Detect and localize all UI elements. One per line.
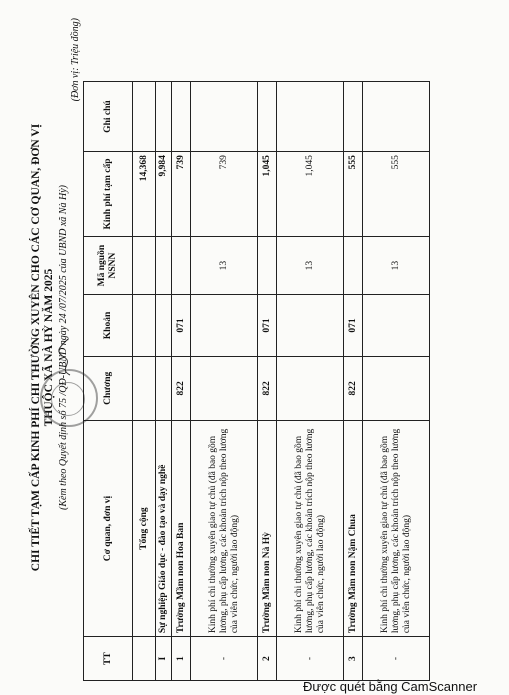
budget-table xyxy=(83,81,430,681)
table-row: - Kinh phí chi thường xuyên giao tự chủ (đã bao gồm lương, phụ cấp lương, các khoản trích nộp theo lương của viên chức, người lao động) 13 739 xyxy=(191,82,258,681)
table-row: 1 Trường Mầm non Hoa Ban 822 071 739 xyxy=(172,82,191,681)
header-unit: Cơ quan, đơn vị xyxy=(84,420,133,636)
header-tt: TT xyxy=(84,637,133,681)
total-amount: 14,368 xyxy=(133,152,156,237)
title-line-2: THUỘC XÃ NÀ HỲ NĂM 2025 xyxy=(43,268,55,427)
table-row: - Kinh phí chi thường xuyên giao tự chủ (đã bao gồm lương, phụ cấp lương, các khoản trích nộp theo lương của viên chức, người lao động) 13 1,045 xyxy=(277,82,344,681)
header-khoan: Khoản xyxy=(84,295,133,356)
header-row xyxy=(84,82,133,681)
scanner-watermark: Được quét bằng CamScanner xyxy=(303,679,478,694)
header-chuong: Chương xyxy=(84,356,133,420)
total-row xyxy=(133,82,156,681)
table-row: - Kinh phí chi thường xuyên giao tự chủ (đã bao gồm lương, phụ cấp lương, các khoản trích nộp theo lương của viên chức, người lao động) 13 555 xyxy=(363,82,430,681)
unit-label: (Đơn vị: Triệu đồng) xyxy=(70,18,81,102)
table-row: I Sự nghiệp Giáo dục - đào tạo và dạy nghề 9,984 xyxy=(156,82,172,681)
header-ma-nguon: Mã nguồn NSNN xyxy=(84,236,133,294)
document-title xyxy=(30,0,56,695)
document-subtitle: (Kèm theo Quyết định số 75 /QĐ-UBND ngày 24 /07/2025 của UBND xã Nà Hỳ) xyxy=(58,185,69,510)
total-label: Tổng cộng xyxy=(133,420,156,636)
table-row: 3 Trường Mầm non Nậm Chua 822 071 555 xyxy=(344,82,363,681)
table-row: 2 Trường Mầm non Nà Hỳ 822 071 1,045 xyxy=(258,82,277,681)
header-ghi-chu: Ghi chú xyxy=(84,82,133,152)
header-kinh-phi: Kinh phí tạm cấp xyxy=(84,152,133,237)
title-line-1: CHI TIẾT TẠM CẤP KINH PHÍ CHI THƯỜNG XUYÊN CHO CÁC CƠ QUAN, ĐƠN VỊ xyxy=(30,123,42,572)
